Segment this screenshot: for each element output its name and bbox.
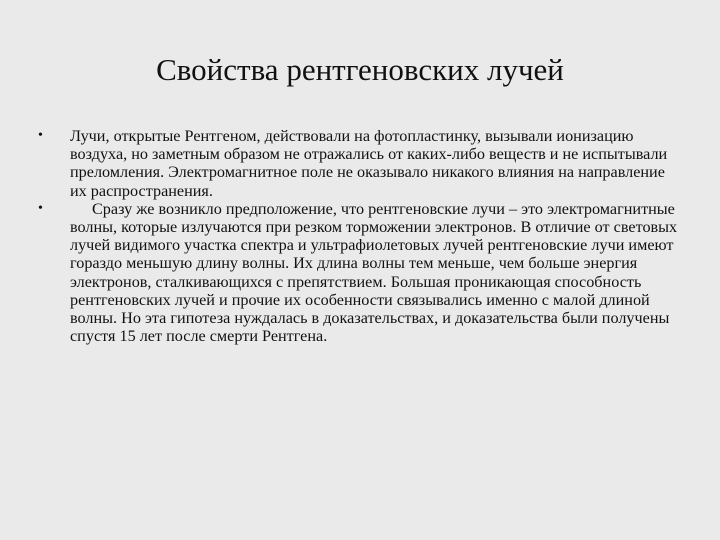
bullet-marker: • (38, 200, 43, 216)
bullet-list (38, 127, 678, 345)
bullet-item (38, 200, 678, 346)
slide-title: Свойства рентгеновских лучей (156, 52, 564, 87)
bullet-text: Сразу же возникло предположение, что рентгеновские лучи – это электромагнитные волны, которые излучаются при резком торможении электронов. В отличие от световых лучей видимого участка спектра и ультрафиолетовых лучей рентгеновские лучи имеют гораздо меньшую длину волны. Их длина волны тем меньше, чем больше энергия электронов, сталкивающихся с препятствием. Большая проникающая способность рентгеновских лучей и прочие их особенности связывались именно с малой длиной волны. Но эта гипотеза нуждалась в доказательствах, и доказательства были получены спустя 15 лет после смерти Рентгена. (70, 199, 678, 346)
bullet-item (38, 127, 678, 200)
bullet-marker: • (38, 128, 43, 143)
bullet-text: Лучи, открытые Рентгеном, действовали на фотопластинку, вызывали ионизацию воздуха, но заметным образом не отражались от каких-либо веществ и не испытывали преломления. Электромагнитное поле не оказывало никакого влияния на направление их распространения. (70, 127, 668, 200)
